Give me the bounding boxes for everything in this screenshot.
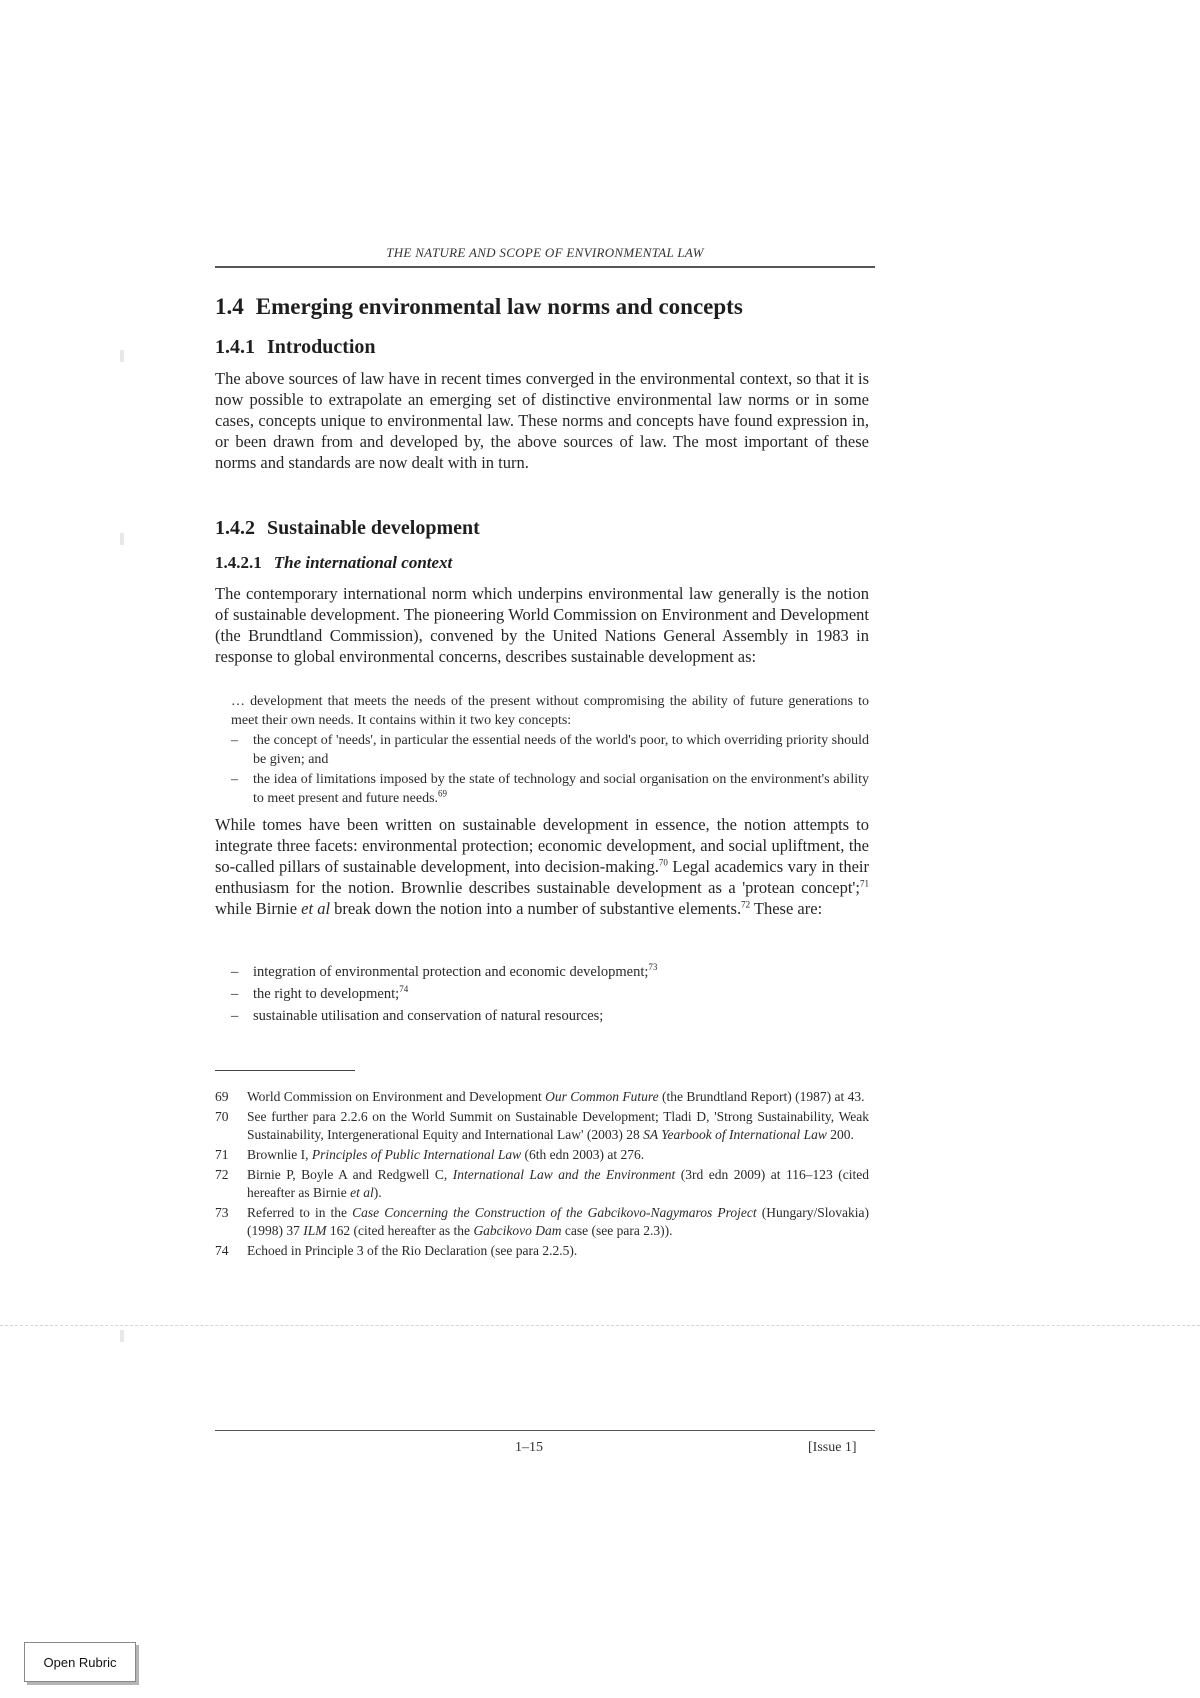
elements-list-item: – integration of environmental protection and economic development;$^{73}$	[231, 961, 869, 983]
footnote-number: 71	[215, 1147, 229, 1162]
footnote-ref: 73	[648, 962, 658, 973]
quote-list	[231, 731, 869, 809]
footnote-73: 73 Referred to in the Case Concerning the Construction of the Gabcikovo-Nagymaros Project (Hungary/Slovakia) (1998) 37 ILM 162 (cited hereafter as the Gabcikovo Dam case (see para 2.3)).	[215, 1205, 869, 1238]
footnote-number: 69	[215, 1089, 229, 1104]
footnote-70: 70 See further para 2.2.6 on the World Summit on Sustainable Development; Tladi D, 'Strong Sustainability, Weak Sustainability, Intergenerational Equity and International Law' (2003) 28 SA Yearbook of International Law 200.	[215, 1109, 869, 1142]
elements-list	[231, 961, 869, 1027]
scan-mark	[120, 533, 124, 545]
page-number: 1–15	[515, 1440, 543, 1455]
footnote-ref: 71	[860, 878, 869, 889]
running-header: THE NATURE AND SCOPE OF ENVIRONMENTAL LAW	[386, 245, 704, 260]
quote-list-item: – the concept of 'needs', in particular the essential needs of the world's poor, to which overriding priority should be given; and	[231, 731, 869, 769]
section-heading	[215, 294, 743, 320]
subsection-number: 1.4.1	[215, 336, 255, 358]
elements-list-item: – sustainable utilisation and conservation of natural resources;	[231, 1005, 869, 1027]
section-title: Emerging environmental law norms and concepts	[255, 294, 743, 319]
footnote-number: 73	[215, 1205, 229, 1220]
footnote-72: 72 Birnie P, Boyle A and Redgwell C, International Law and the Environment (3rd edn 2009) at 116–123 (cited hereafter as Birnie et al).	[215, 1167, 870, 1200]
header-rule	[215, 266, 875, 268]
elements-list-item: – the right to development;$^{74}$	[231, 983, 869, 1005]
issue-label: [Issue 1]	[808, 1440, 857, 1455]
footnote-ref: 69	[438, 788, 448, 799]
scan-mark	[120, 1330, 124, 1342]
subsection-title: Sustainable development	[267, 517, 480, 539]
section-number: 1.4	[215, 294, 244, 319]
footnote-ref: 70	[658, 857, 668, 868]
footnote-74: 74 Echoed in Principle 3 of the Rio Declaration (see para 2.2.5).	[215, 1243, 578, 1258]
subsection-heading-introduction	[215, 336, 376, 359]
block-quote: … development that meets the needs of the present without compromising the ability of future generations to meet their own needs. It contains within it two key concepts:	[231, 694, 869, 728]
footnote-69: 69 World Commission on Environment and Development Our Common Future (the Brundtland Report) (1987) at 43.	[215, 1089, 865, 1104]
footnote-number: 74	[215, 1243, 229, 1258]
subsection-title: Introduction	[267, 336, 376, 358]
footnote-71: 71 Brownlie I, Principles of Public International Law (6th edn 2003) at 276.	[215, 1147, 645, 1162]
quote-list-item: – the idea of limitations imposed by the state of technology and social organisation on the environment's ability to meet present and future needs.$^{69}$	[231, 770, 869, 808]
subsection-heading-sustainable-development	[215, 517, 480, 540]
subsubsection-number: 1.4.2.1	[215, 553, 262, 572]
footnote-number: 72	[215, 1167, 229, 1182]
scan-artifact-line	[0, 1325, 1200, 1326]
footnote-ref: 72	[741, 899, 751, 910]
footnote-number: 70	[215, 1109, 229, 1124]
subsection-number: 1.4.2	[215, 517, 255, 539]
scan-mark	[120, 350, 124, 362]
open-rubric-button[interactable]: Open Rubric	[24, 1642, 136, 1682]
pillars-paragraph: While tomes have been written on sustainable development in essence, the notion attempts to integrate three facets: environmental protection; economic development, and social upliftment, the so-called pillars of sustainable development, into decision-making.$^{70}$ Legal academics vary in their enthusiasm for the notion. Brownlie describes sustainable development as a 'protean concept';$^{71}$ while Birnie et al break down the notion into a number of substantive elements.$^{72}$ These are:	[215, 815, 869, 918]
footnote-ref: 74	[399, 984, 409, 995]
international-context-paragraph: The contemporary international norm which underpins environmental law generally is the notion of sustainable development. The pioneering World Commission on Environment and Development (the Brundtland Commission), convened by the United Nations General Assembly in 1983 in response to global environmental concerns, describes sustainable development as:	[215, 584, 869, 666]
footnotes	[215, 1088, 869, 1262]
subsubsection-title: The international context	[273, 553, 453, 572]
footnote-rule	[215, 1070, 355, 1071]
subsubsection-heading	[215, 553, 452, 573]
footer-rule	[215, 1430, 875, 1431]
introduction-paragraph: The above sources of law have in recent times converged in the environmental context, so that it is now possible to extrapolate an emerging set of distinctive environmental law norms or in some cases, concepts unique to environmental law. These norms and concepts have found expression in, or been drawn from and developed by, the above sources of law. The most important of these norms and standards are now dealt with in turn.	[215, 369, 869, 472]
